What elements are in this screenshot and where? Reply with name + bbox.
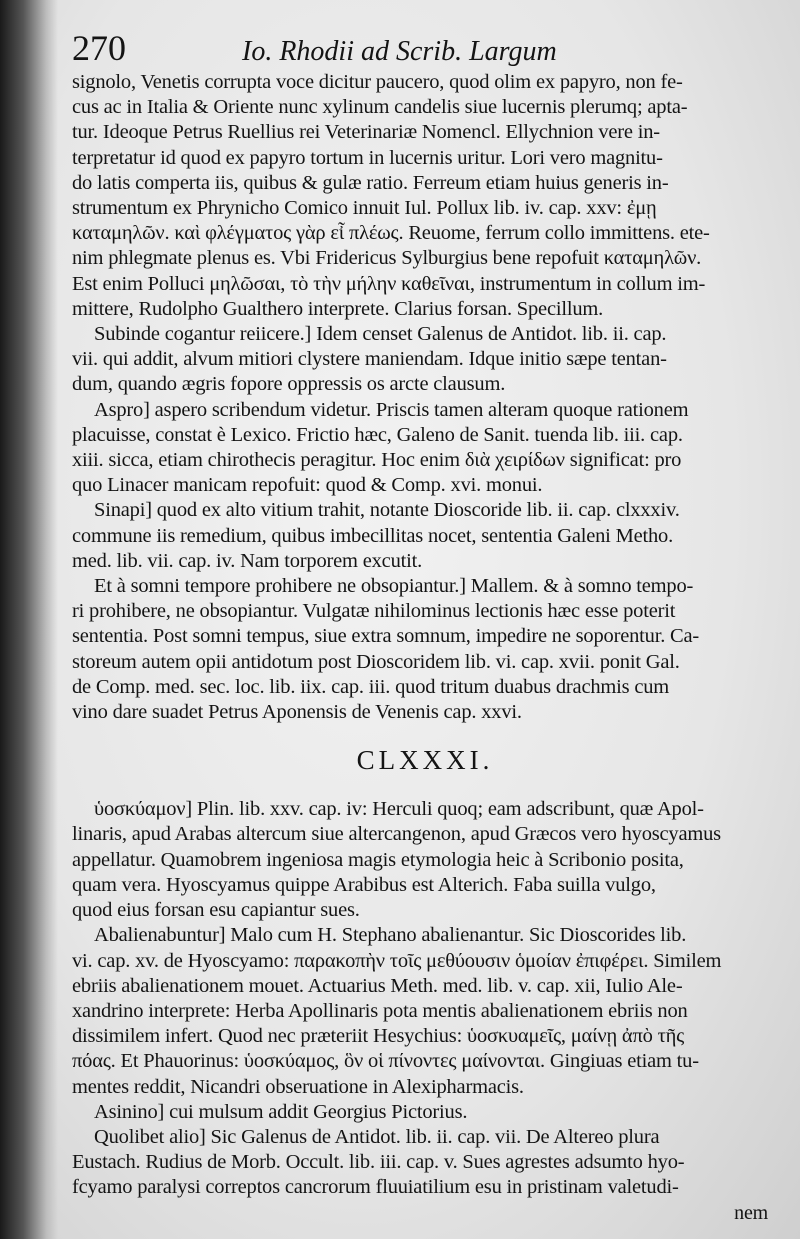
paragraph-asinino xyxy=(72,1100,778,1125)
text-line: appellatur. Quamobrem ingeniosa magis etymologia heic à Scribonio posita, xyxy=(72,848,684,871)
catchword: nem xyxy=(734,1201,768,1224)
text-line: placuisse, constat è Lexico. Frictio hæc, Galeno de Sanit. tuenda lib. iii. cap. xyxy=(72,423,683,446)
chapter-heading: CLXXXI. xyxy=(356,745,494,776)
text-line: vii. qui addit, alvum mitiori clystere maniendam. Idque initio sæpe tentan- xyxy=(72,348,667,371)
paragraph-hyoscyamos xyxy=(72,797,778,923)
text-line: cus ac in Italia & Oriente nunc xylinum candelis siue lucernis plerumq; apta- xyxy=(72,96,688,119)
paragraph-subinde xyxy=(72,322,778,398)
continued-paragraph xyxy=(72,70,778,322)
text-line: storeum autem opii antidotum post Dioscoridem lib. vi. cap. xvii. ponit Gal. xyxy=(72,650,680,673)
text-line: dissimilem infert. Quod nec præteriit Hesychius: ὑοσκυαμεῖς, μαίνῃ ἀπὸ τῆς xyxy=(72,1025,685,1048)
text-line: fcyamo paralysi correptos cancrorum fluuiatilium esu in pristinam valetudi- xyxy=(72,1176,679,1199)
body-text xyxy=(72,70,778,1225)
text-line: vino dare suadet Petrus Aponensis de Venenis cap. xxvi. xyxy=(72,701,522,724)
text-line: Sinapi] quod ex alto vitium trahit, notante Dioscoride lib. ii. cap. clxxxiv. xyxy=(94,499,680,522)
paragraph-aspro xyxy=(72,398,778,499)
text-line: mittere, Rudolpho Gualthero interprete. Clarius forsan. Specillum. xyxy=(72,297,604,320)
paragraph-sinapi xyxy=(72,498,778,574)
page-header xyxy=(72,28,778,70)
paragraph-abalienabuntur xyxy=(72,923,778,1099)
text-line: do latis comperta iis, quibus & gulæ ratio. Ferreum etiam huius generis in- xyxy=(72,171,669,194)
paragraph-quolibet xyxy=(72,1125,778,1201)
text-line: mentes reddit, Nicandri obseruatione in Alexipharmacis. xyxy=(72,1075,524,1098)
text-line: quod eius forsan esu capiantur sues. xyxy=(72,899,360,922)
text-line: linaris, apud Arabas altercum siue altercangenon, apud Græcos vero hyoscyamus xyxy=(72,823,721,846)
text-line: Abalienabuntur] Malo cum H. Stephano abalienantur. Sic Dioscorides lib. xyxy=(94,924,687,947)
text-line: ri prohibere, ne obsopiantur. Vulgatæ nihilominus lectionis hæc esse poterit xyxy=(72,600,676,623)
text-line: xandrino interprete: Herba Apollinaris pota mentis abalienationem ebriis non xyxy=(72,999,688,1022)
text-line: nim phlegmate plenus es. Vbi Fridericus Sylburgius bene repofuit καταμηλῶν. xyxy=(72,247,702,270)
text-line: vi. cap. xv. de Hyoscyamo: παρακοπὴν τοῖς μεθύουσιν ὁμοίαν ἐπιφέρει. Similem xyxy=(72,949,722,972)
text-line: xiii. sicca, etiam chirothecis peragitur. Hoc enim διὰ χειρίδων significat: pro xyxy=(72,449,682,472)
text-line: ebriis abalienationem mouet. Actuarius Meth. med. lib. v. cap. xii, Iulio Ale- xyxy=(72,974,683,997)
page-number: 270 xyxy=(72,28,126,68)
text-line: ὑοσκύαμον] Plin. lib. xxv. cap. iv: Herculi quoq; eam adscribunt, quæ Apol- xyxy=(94,798,704,821)
text-line: Est enim Polluci μηλῶσαι, τὸ τὴν μήλην καθεῖναι, instrumentum in collum im- xyxy=(72,272,706,295)
text-line: Eustach. Rudius de Morb. Occult. lib. iii. cap. v. Sues agrestes adsumto hyo- xyxy=(72,1151,685,1174)
text-line: Asinino] cui mulsum addit Georgius Pictorius. xyxy=(94,1100,468,1123)
text-line: Quolibet alio] Sic Galenus de Antidot. lib. ii. cap. vii. De Altereo plura xyxy=(94,1125,660,1148)
text-line: dum, quando ægris fopore oppressis os arcte clausum. xyxy=(72,373,506,396)
text-line: Et à somni tempore prohibere ne obsopiantur.] Mallem. & à somno tempo- xyxy=(94,575,694,598)
text-line: de Comp. med. sec. loc. lib. iix. cap. iii. quod tritum duabus drachmis cum xyxy=(72,675,670,698)
text-line: καταμηλῶν. καὶ φλέγματος γὰρ εἶ πλέως. Reuome, ferrum collo immittens. ete- xyxy=(72,222,710,245)
running-title: Io. Rhodii ad Scrib. Largum xyxy=(242,36,557,67)
binding-shadow xyxy=(0,0,58,1239)
text-line: sententia. Post somni tempus, siue extra somnum, impedire ne soporentur. Ca- xyxy=(72,625,700,648)
text-line: tur. Ideoque Petrus Ruellius rei Veterinariæ Nomencl. Ellychnion vere in- xyxy=(72,121,660,144)
paragraph-somni xyxy=(72,574,778,725)
text-line: Subinde cogantur reiicere.] Idem censet Galenus de Antidot. lib. ii. cap. xyxy=(94,323,667,346)
text-line: quo Linacer manicam repofuit: quod & Comp. xvi. monui. xyxy=(72,474,543,497)
text-line: terpretatur id quod ex papyro tortum in lucernis uritur. Lori vero magnitu- xyxy=(72,146,663,169)
text-line: med. lib. vii. cap. iv. Nam torporem excutit. xyxy=(72,549,423,572)
text-line: πόας. Et Phauorinus: ὑοσκύαμος, ὃν οἱ πίνοντες μαίνονται. Gingiuas etiam tu- xyxy=(72,1050,699,1073)
text-line: Aspro] aspero scribendum videtur. Priscis tamen alteram quoque rationem xyxy=(94,398,689,421)
text-line: commune iis remedium, quibus imbecillitas nocet, sententia Galeni Metho. xyxy=(72,524,674,547)
text-line: quam vera. Hyoscyamus quippe Arabibus est Alterich. Faba suilla vulgo, xyxy=(72,873,656,896)
text-line: strumentum ex Phrynicho Comico innuit Iul. Pollux lib. iv. cap. xxv: ἐμῃ xyxy=(72,197,657,220)
text-line: signolo, Venetis corrupta voce dicitur paucero, quod olim ex papyro, non fe- xyxy=(72,71,683,93)
